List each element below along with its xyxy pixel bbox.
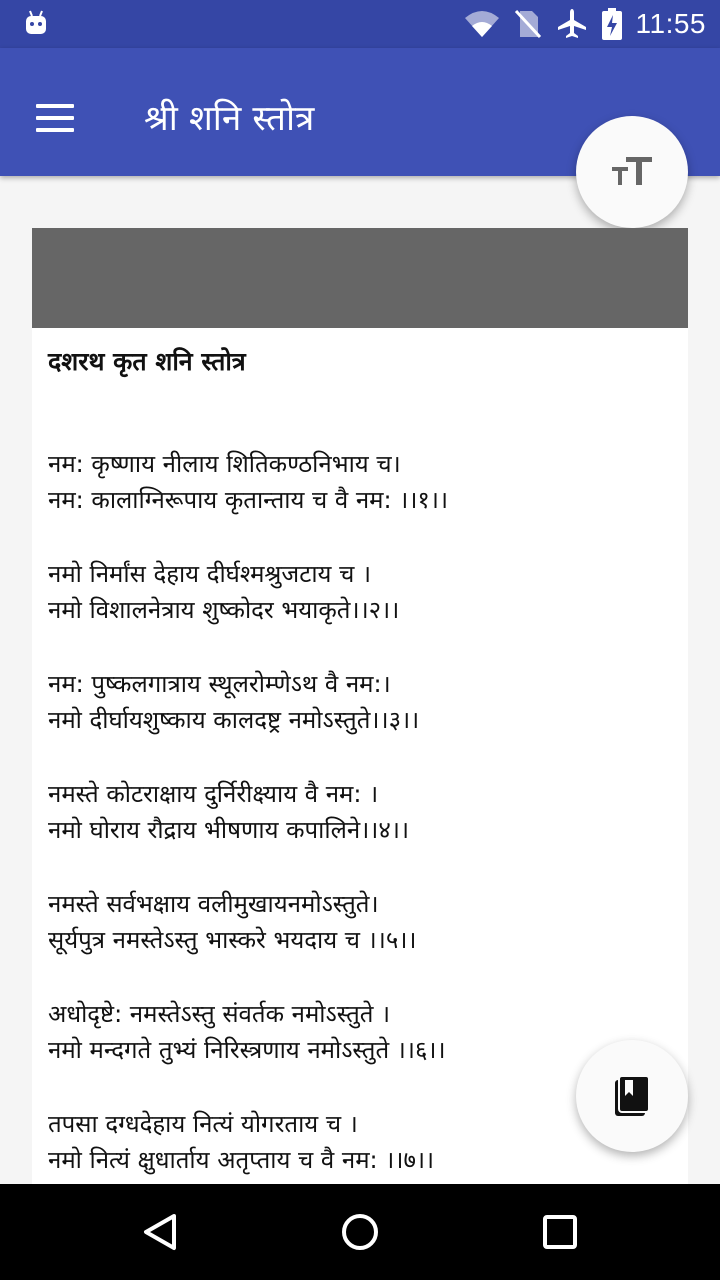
verse-line: नमो दीर्घायशुष्काय कालदष्ट्र नमोऽस्तुते।।३।। (48, 706, 420, 734)
clock: 11:55 (635, 8, 706, 39)
home-icon[interactable] (340, 1212, 380, 1252)
verse-line: नमो निर्मांस देहाय दीर्घश्मश्रुजटाय च । (48, 560, 372, 588)
verse-line: नमो विशालनेत्राय शुष्कोदर भयाकृते।।२।। (48, 596, 400, 624)
content-card (32, 228, 688, 1184)
verse-line: नम: पुष्कलगात्राय स्थूलरोम्णेऽथ वै नम:। (48, 670, 391, 698)
page-title: श्री शनि स्तोत्र (144, 99, 315, 139)
verse-5 (48, 886, 672, 958)
back-icon[interactable] (140, 1212, 180, 1252)
verse-line: अधोदृष्टे: नमस्तेऽस्तु संवर्तक नमोऽस्तुते । (48, 1000, 391, 1028)
text-size-icon (612, 157, 652, 187)
verse-line: नमो घोराय रौद्राय भीषणाय कपालिने।।४।। (48, 816, 410, 844)
book-icon (615, 1076, 649, 1116)
verse-4 (48, 776, 672, 848)
verse-7 (48, 1106, 672, 1178)
verse-3 (48, 666, 672, 738)
verse-list (48, 446, 672, 1178)
stotra-content (48, 344, 672, 1184)
verse-line: नम: कृष्णाय नीलाय शितिकण्ठनिभाय च। (48, 450, 401, 478)
stotra-heading: दशरथ कृत शनि स्तोत्र (48, 347, 246, 376)
verse-line: नमो मन्दगते तुभ्यं निरिस्त्रणाय नमोऽस्तुते ।।६।। (48, 1036, 446, 1064)
status-bar (0, 0, 720, 48)
verse-line: नम: कालाग्निरूपाय कृतान्ताय च वै नम: ।।१।। (48, 486, 449, 514)
wifi-icon (464, 10, 500, 38)
verse-line: तपसा दग्धदेहाय नित्यं योगरताय च । (48, 1110, 358, 1138)
text-size-button[interactable] (576, 116, 688, 228)
no-sim-icon (514, 9, 542, 39)
verse-line: नमस्ते कोटराक्षाय दुर्निरीक्ष्याय वै नम: । (48, 780, 379, 808)
verse-6 (48, 996, 672, 1068)
airplane-icon (556, 8, 588, 40)
verse-line: सूर्यपुत्र नमस्तेऽस्तु भास्करे भयदाय च ।।५।। (48, 926, 417, 954)
book-button[interactable] (576, 1040, 688, 1152)
verse-line: नमस्ते सर्वभक्षाय वलीमुखायनमोऽस्तुते। (48, 890, 379, 918)
verse-2 (48, 556, 672, 628)
recents-icon[interactable] (540, 1212, 580, 1252)
navigation-bar (0, 1184, 720, 1280)
battery-charging-icon (602, 8, 622, 40)
verse-line: नमो नित्यं क्षुधार्ताय अतृप्ताय च वै नम: ।।७।। (48, 1146, 435, 1174)
banner (32, 228, 688, 328)
android-icon (24, 10, 48, 36)
verse-1 (48, 446, 672, 518)
menu-icon[interactable] (36, 104, 76, 132)
